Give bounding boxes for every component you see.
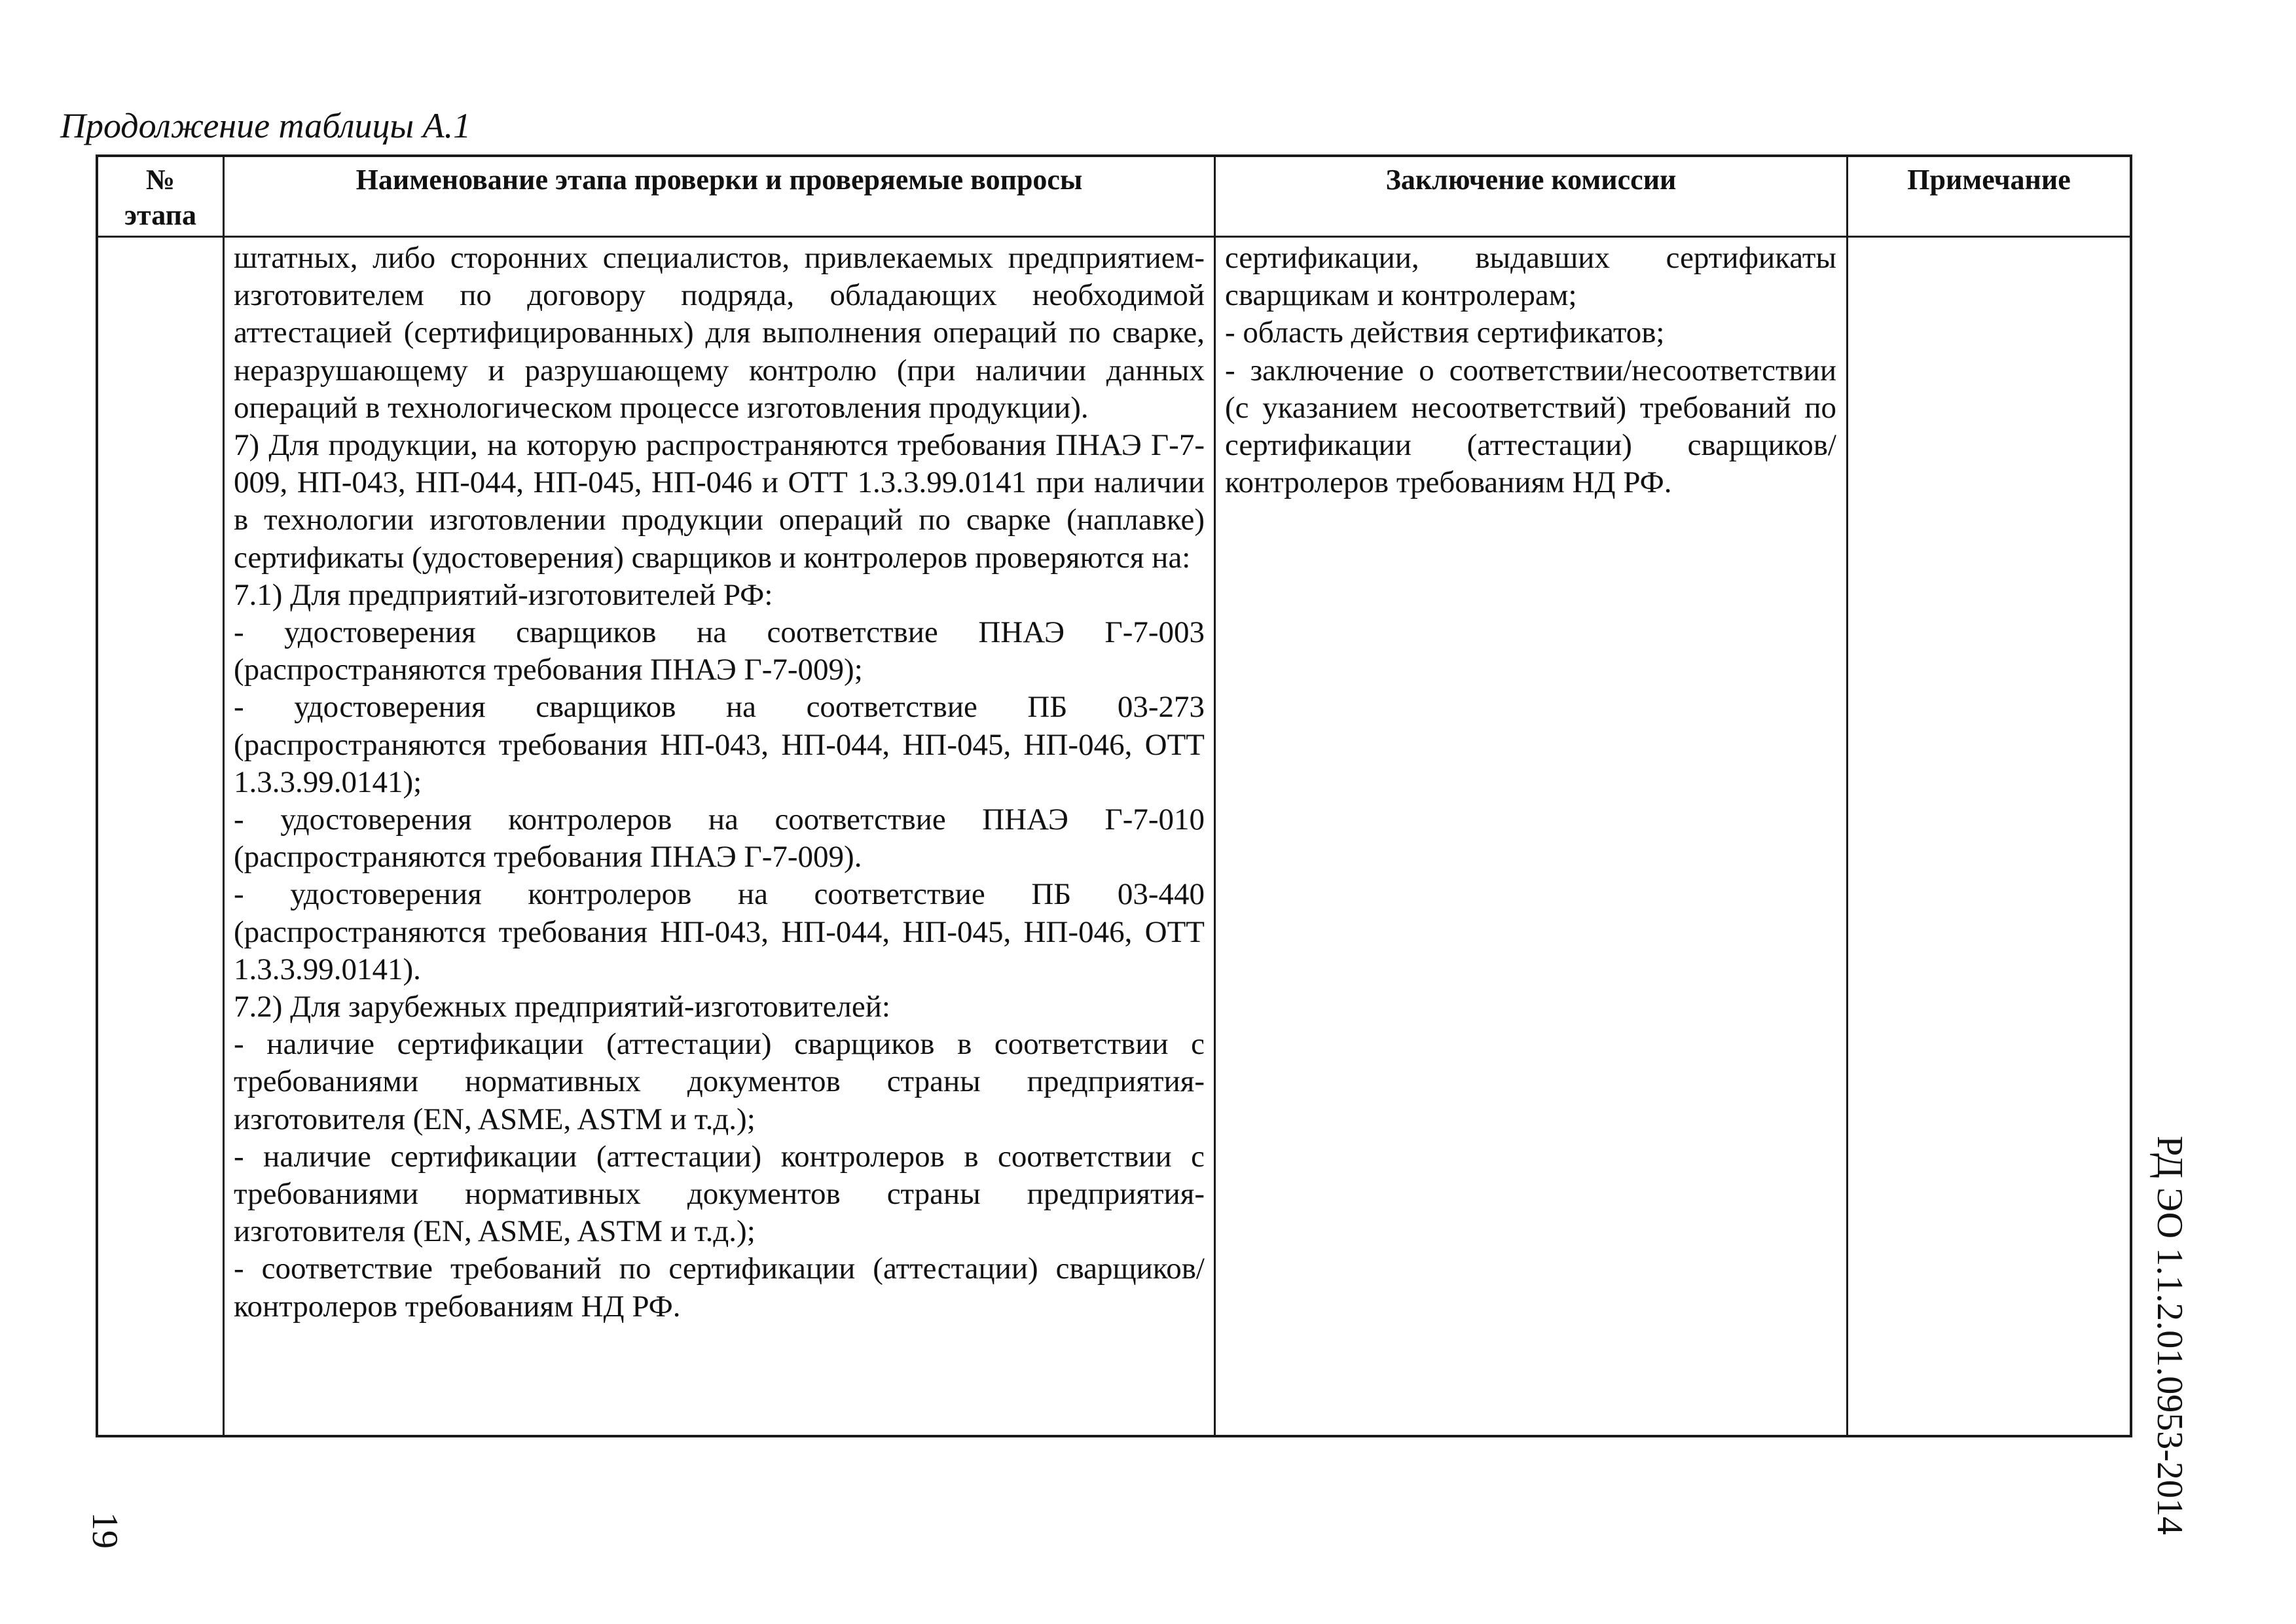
header-stage-number-symbol: № <box>145 164 175 196</box>
header-conclusion: Заключение комиссии <box>1385 164 1677 196</box>
header-stage-number-word: этапа <box>124 199 196 231</box>
stage-text-paragraph: - соответствие требований по сертификации (аттестации) сварщиков/контролеров требованиям НД РФ. <box>234 1252 1205 1324</box>
conclusion-text-paragraph: - область действия сертификатов; <box>1225 316 1665 350</box>
stage-text-paragraph: - удостоверения контролеров на соответствие ПБ 03-440 (распространяются требования НП-043, НП-044, НП-045, НП-046, ОТТ 1.3.3.99.0141). <box>234 877 1205 986</box>
stage-text-paragraph: - удостоверения контролеров на соответствие ПНАЭ Г-7-010 (распространяются требования ПНАЭ Г-7-009). <box>234 803 1205 875</box>
stage-text-paragraph: 7.1) Для предприятий-изготовителей РФ: <box>234 577 773 612</box>
column-divider <box>223 157 225 1435</box>
stage-text-paragraph: штатных, либо сторонних специалистов, привлекаемых предприятием-изготовителем по договору подряда, обладающих необходимой аттестацией (сертифицированных) для выполнения операций по сварке, неразрушающему и разрушающему контролю (при наличии данных операций в технологическом процессе изготовления продукции). <box>234 241 1205 425</box>
conclusion-text-paragraph: - заключение о соответствии/несоответствии (с указанием несоответствий) требований по сертификации (аттестации) сварщиков/контролеров требованиям НД РФ. <box>1225 353 1836 500</box>
cell-stage-name <box>234 240 1205 1326</box>
header-note: Примечание <box>1907 164 2071 196</box>
stage-text-paragraph: - удостоверения сварщиков на соответствие ПБ 03-273 (распространяются требования НП-043, НП-044, НП-045, НП-046, ОТТ 1.3.3.99.0141); <box>234 690 1205 799</box>
cell-conclusion <box>1225 240 1836 501</box>
column-divider <box>1214 157 1216 1435</box>
page-number: 19 <box>84 1512 125 1549</box>
inspection-table <box>96 154 2132 1437</box>
header-stage-name: Наименование этапа проверки и проверяемые вопросы <box>355 164 1083 196</box>
table-caption: Продолжение таблицы А.1 <box>60 106 471 145</box>
header-stage-number <box>98 157 223 241</box>
stage-text-paragraph: - удостоверения сварщиков на соответствие ПНАЭ Г-7-003 (распространяются требования ПНАЭ Г-7-009); <box>234 615 1205 687</box>
document-code: РД ЭО 1.1.2.01.0953-2014 <box>2149 1136 2190 1535</box>
stage-text-paragraph: 7.2) Для зарубежных предприятий-изготовителей: <box>234 990 890 1024</box>
stage-text-paragraph: - наличие сертификации (аттестации) контролеров в соответствии с требованиями нормативных документов страны предприятия-изготовителя (EN, ASME, ASTM и т.д.); <box>234 1139 1205 1249</box>
stage-text-paragraph: - наличие сертификации (аттестации) сварщиков в соответствии с требованиями нормативных документов страны предприятия-изготовителя (EN, ASME, ASTM и т.д.); <box>234 1027 1205 1136</box>
column-divider <box>1846 157 1848 1435</box>
conclusion-text-paragraph: сертификации, выдавших сертификаты сварщикам и контролерам; <box>1225 241 1836 313</box>
stage-text-paragraph: 7) Для продукции, на которую распространяются требования ПНАЭ Г-7-009, НП-043, НП-044, НП-045, НП-046 и ОТТ 1.3.3.99.0141 при наличии в технологии изготовлении продукции операций по сварке (наплавке) сертификаты (удостоверения) сварщиков и контролеров проверяются на: <box>234 428 1205 575</box>
